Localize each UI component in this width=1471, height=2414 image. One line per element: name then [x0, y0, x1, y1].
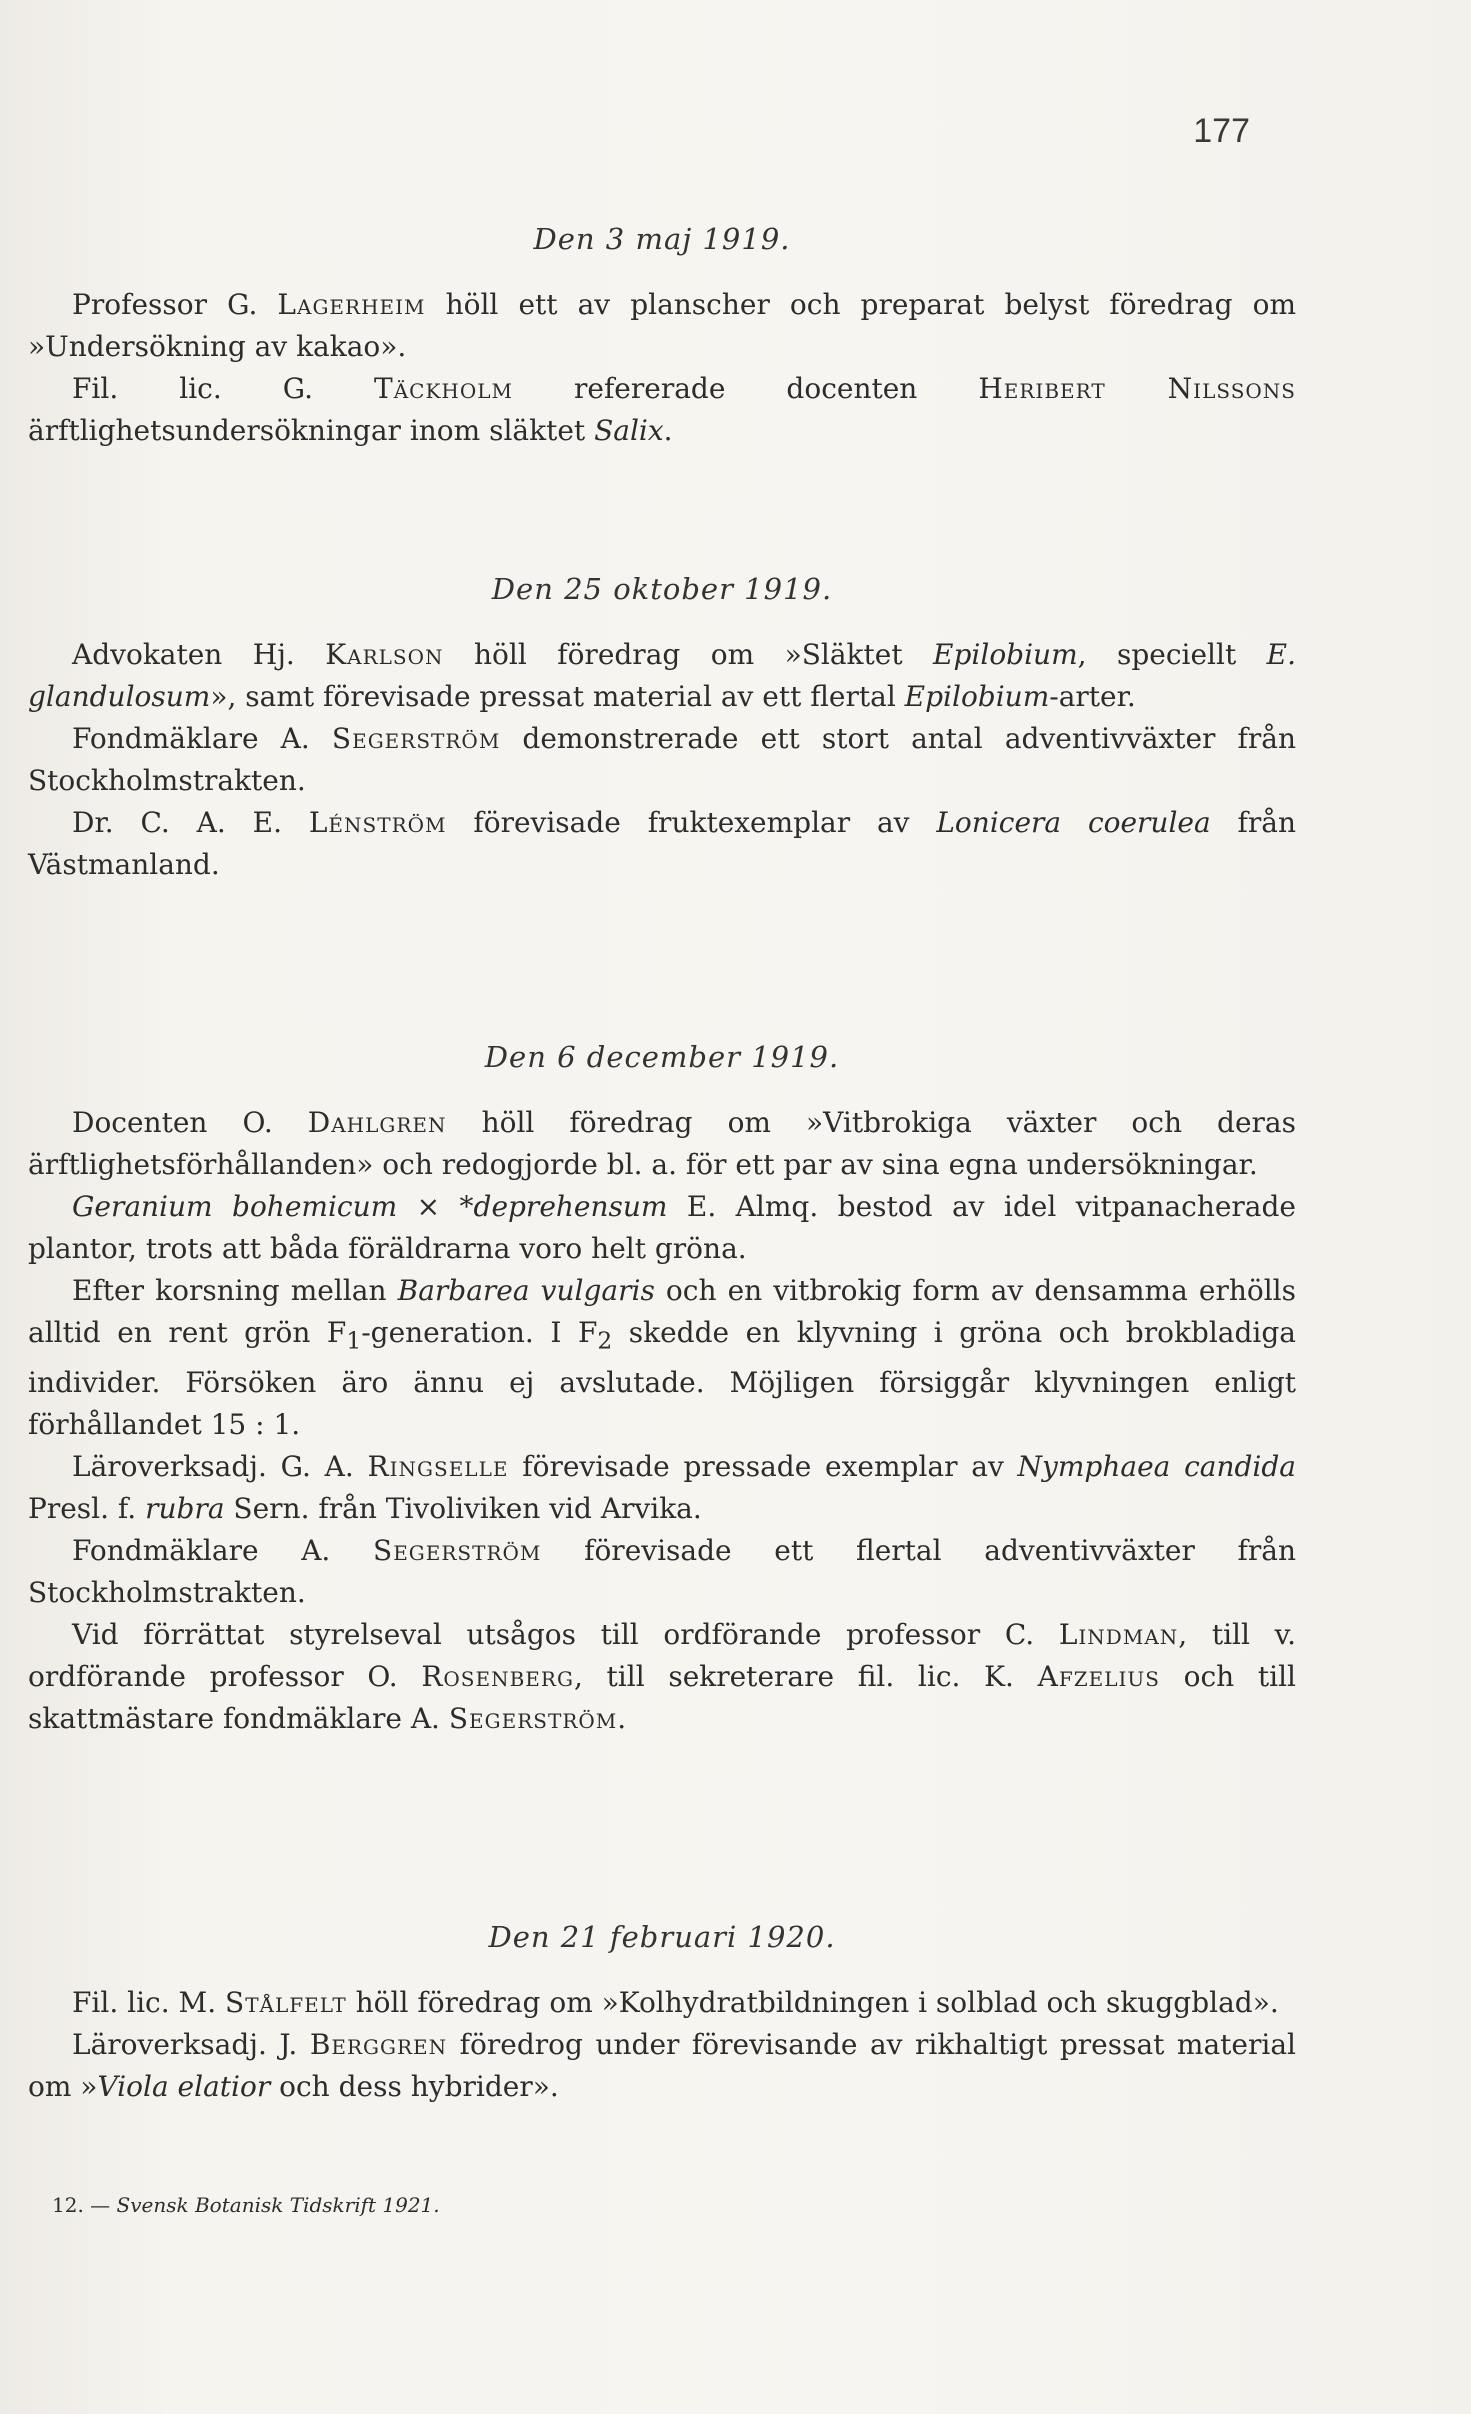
person-name: Heribert Nilssons [978, 372, 1296, 405]
taxon-name: Viola elatior [97, 2070, 271, 2103]
taxon-name: rubra [145, 1491, 225, 1525]
person-name: Segerström [331, 722, 501, 755]
paragraph: Fil. lic. M. Stålfelt höll föredrag om »Kolhydratbildningen i solblad och skuggblad». [72, 1986, 1279, 2019]
paragraph: Professor G. Lagerheim höll ett av planscher och preparat belyst föredrag om »Undersökning av kakao». [28, 288, 1296, 363]
meeting-date: Den 21 februari 1920. [488, 1920, 836, 1954]
paragraph: Läroverksadj. G. A. Ringselle förevisade pressade exemplar av Nymphaea candida Presl. f. rubra Sern. från Tivoliviken vid Arvika. [28, 1449, 1296, 1525]
journal-title: Svensk Botanisk Tidskrift 1921. [116, 2193, 440, 2217]
person-name: Lindman [1058, 1617, 1179, 1651]
taxon-name: E. glandulosum [28, 638, 1296, 713]
paragraph: Geranium bohemicum × *deprehensum E. Almq. bestod av idel vitpanacherade plantor, trots att båda föräldrarna voro helt gröna. [28, 1190, 1296, 1265]
meeting-date: Den 3 maj 1919. [533, 222, 791, 256]
person-name: Lagerheim [277, 288, 426, 321]
meeting-section-1919-10-25 [28, 572, 1296, 886]
taxon-name: Epilobium [933, 638, 1078, 671]
paragraph: Fil. lic. G. Täckholm refererade docenten Heribert Nilssons ärftlighetsundersökningar inom släktet Salix. [28, 372, 1296, 447]
paragraph: Dr. C. A. E. Lénström förevisade fruktexemplar av Lonicera coerulea från Västmanland. [28, 806, 1297, 881]
paragraph: Advokaten Hj. Karlson höll föredrag om »Släktet Epilobium, speciellt E. glandulosum», samt förevisade pressat material av ett flertal Epilobium-arter. [28, 638, 1296, 713]
person-name: Stålfelt [225, 1986, 347, 2019]
paragraph: Fondmäklare A. Segerström demonstrerade ett stort antal adventivväxter från Stockholmstrakten. [28, 722, 1296, 797]
meeting-section-1919-12-06 [28, 1040, 1296, 1740]
taxon-name: Epilobium [904, 680, 1050, 713]
person-name: Lénström [308, 806, 447, 839]
taxon-name: Nymphaea candida [1017, 1449, 1296, 1483]
person-name: Ringselle [367, 1449, 509, 1483]
taxon-name: *deprehensum [459, 1190, 668, 1223]
paragraph: Docenten O. Dahlgren höll föredrag om »Vitbrokiga växter och deras ärftlighetsförhållanden» och redogjorde bl. a. för ett par av sina egna undersökningar. [28, 1106, 1296, 1181]
person-name: Rosenberg [421, 1659, 574, 1693]
meeting-section-1919-05-03 [28, 222, 1296, 452]
person-name: Segerström [373, 1533, 542, 1567]
person-name: Dahlgren [307, 1106, 447, 1139]
footer-signature: 12. — Svensk Botanisk Tidskrift 1921. [52, 2193, 440, 2217]
page-number: 177 [1193, 112, 1250, 150]
meeting-section-1920-02-21 [28, 1920, 1296, 2108]
meeting-date: Den 25 oktober 1919. [491, 572, 833, 606]
paragraph: Vid förrättat styrelseval utsågos till ordförande professor C. Lindman, till v. ordförande professor O. Rosenberg, till sekreterare fil. lic. K. Afzelius och till skattmästare fondmäklare A. Segerström. [28, 1617, 1297, 1735]
person-name: Segerström [448, 1701, 618, 1735]
taxon-name: Geranium bohemicum [72, 1190, 398, 1223]
person-name: Afzelius [1037, 1659, 1160, 1693]
subscript: 2 [597, 1326, 613, 1355]
signature-number: 12. [52, 2193, 84, 2217]
paragraph: Fondmäklare A. Segerström förevisade ett flertal adventivväxter från Stockholmstrakten. [28, 1533, 1296, 1609]
person-name: Berggren [309, 2028, 448, 2061]
meeting-date: Den 6 december 1919. [484, 1040, 840, 1074]
paragraph: Efter korsning mellan Barbarea vulgaris och en vitbrokig form av densamma erhölls alltid en rent grön $F_1$-generation. I $F_2$ skedde en klyvning i gröna och brokbladiga individer. Försöken äro ännu ej avslutade. Möjligen försiggår klyvningen enligt förhållandet 15 : 1. [28, 1274, 1296, 1441]
person-name: Täckholm [374, 372, 513, 405]
taxon-name: Salix [594, 414, 664, 447]
subscript: 1 [346, 1326, 362, 1355]
person-name: Karlson [325, 638, 444, 671]
paragraph: Läroverksadj. J. Berggren föredrog under förevisande av rikhaltigt pressat material om »Viola elatior och dess hybrider». [28, 2028, 1296, 2103]
taxon-name: Barbarea vulgaris [397, 1274, 655, 1307]
taxon-name: Lonicera coerulea [936, 806, 1211, 839]
